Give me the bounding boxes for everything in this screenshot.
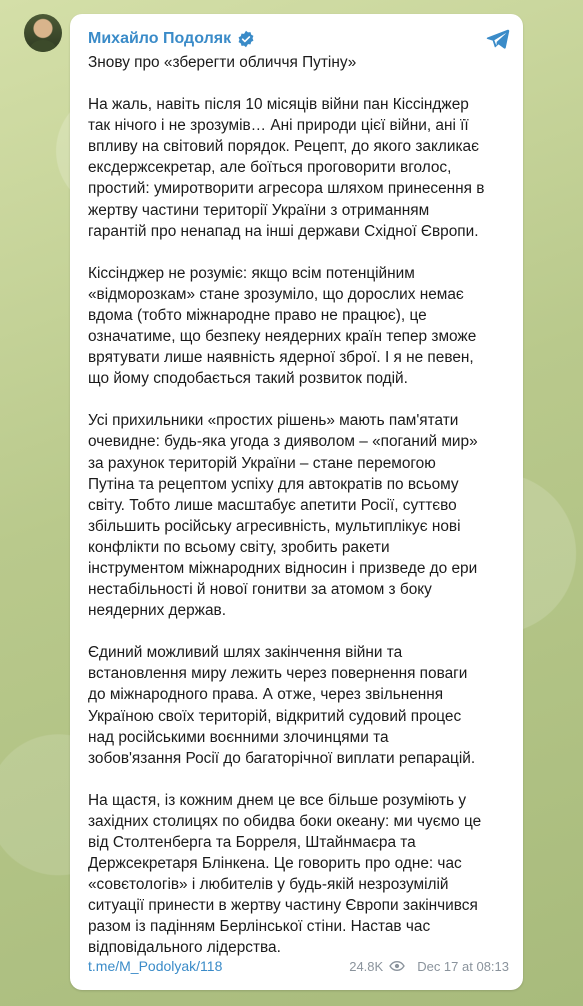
eye-icon [389,960,405,972]
post-paragraph: На щастя, із кожним днем це все більше розуміють у західних столицях по обидва боки океану: ми чуємо це від Столтенберга та Борреля, Штайнмаєра та Держсекретаря Блінкена. Це говорить про одне: час «совєтологів» і любителів у будь-якій незрозумілій ситуації принести в жертву частину Європи закінчився разом із падінням Берлінської стіни. Настав час відповідального лідерства. [88,791,482,957]
post-footer [88,958,509,974]
verified-badge-icon [237,30,255,48]
post-paragraph: Кіссінджер не розуміє: якщо всім потенційним «відморозкам» стане зрозуміло, що дорослих немає вдома (тобто міжнародне право не працює), це означатиме, що безпеку неядерних країн тепер зможе врятувати лише наявність ядерної зброї. І я не певен, що йому сподобається такий розвиток подій. [88,264,477,388]
post-meta [349,959,509,974]
post-paragraph: На жаль, навіть після 10 місяців війни пан Кіссінджер так нічого і не зрозумів… Ані природи цієї війни, ані її впливу на світовий порядок. Рецепт, до якого закликає ексдержсекретар, але боїться проговорити вголос, простий: умиротворити агресора шляхом принесення в жертву частини території України з отриманням гарантій про ненапад на інші держави Східної Європи. [88,96,485,240]
post-paragraph: Усі прихильники «простих рішень» мають пам'ятати очевидне: будь-яка угода з дияволом – «поганий мир» за рахунок територій України – стане перемогою Путіна та рецептом успіху для автократів по всьому світу. Тобто лише масштабує апетити Росії, суттєво збільшить російську агресивність, мультиплікує нові конфлікти по всьому світу, зробить ракети інструментом міжнародних відносин і призведе до ери нестабільності й нової гонитви за атомом з боку неядерних держав. [88,412,478,620]
telegram-share-icon[interactable] [485,26,511,52]
views-count: 24.8K [349,958,384,974]
post-paragraph: Знову про «зберегти обличчя Путіну» [88,54,357,71]
post-paragraph: Єдиний можливий шлях закінчення війни та встановлення миру лежить через повернення поваги до міжнародного права. А отже, через звільнення Україною своїх територій, відкритий судовий процес над російськими воєнними злочинцями та зобов'язання Росії до багаторічної виплати репарацій. [88,644,476,767]
post-date: Dec 17 at 08:13 [417,958,509,974]
post-author[interactable] [88,30,255,48]
post-text [88,52,518,980]
avatar-figure [30,40,56,52]
post-card [70,14,523,990]
author-avatar[interactable] [24,14,62,52]
post-link[interactable]: t.me/M_Podolyak/118 [88,958,223,974]
author-name[interactable]: Михайло Подоляк [88,30,232,47]
